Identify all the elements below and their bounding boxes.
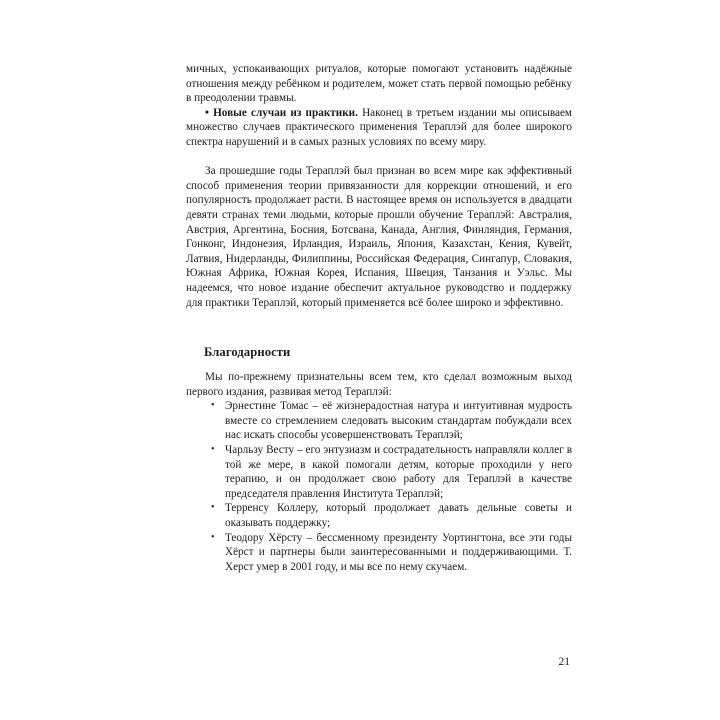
list-item-text: Эрнестине Томас – её жизнерадостная натура и интуитивная мудрость вместе со стремлением следовать высоким стандартам побуждали всех нас искать способы усовершенствовать Тераплэй; xyxy=(225,400,572,442)
acknowledgements-list xyxy=(186,399,572,574)
paragraph-continuation: мичных, успокаивающих ритуалов, которые помогают установить надёжные отношения между ребёнком и родителем, может стать первой помощью ребёнку в преодолении травмы. xyxy=(186,63,572,105)
heading-spacer-after xyxy=(186,360,572,370)
bullet-paragraph-new-cases xyxy=(186,106,572,150)
bullet-rest-text: Наконец в третьем издании мы описываем множество случаев практического применения Тераплэй для более широкого спектра нарушений и в самых разных условиях по всему миру. xyxy=(186,106,572,148)
list-item xyxy=(205,443,572,501)
section-heading-acknowledgements: Благодарности xyxy=(204,345,291,360)
bullet-marker-icon: • xyxy=(211,400,215,412)
bullet-marker-icon: • xyxy=(211,531,215,543)
list-item-text: Терренсу Коллеру, который продолжает давать дельные советы и оказывать поддержку; xyxy=(225,502,572,530)
page-text-block xyxy=(186,62,572,574)
paragraph-worldwide-recognition: За прошедшие годы Тераплэй был признан во всем мире как эффективный способ применения теории привязанности для коррекции отношений, и его популярность продолжает расти. В настоящее время он используется в двадцати девяти странах теми людьми, которые прошли обучение Тераплэй: Австралия, Австрия, Аргентина, Босния, Ботсвана, Канада, Англия, Финляндия, Германия, Гонконг, Индонезия, Ирландия, Израиль, Япония, Казахстан, Кения, Кувейт, Латвия, Нидерланды, Филиппины, Российская Федерация, Сингапур, Словакия, Южная Африка, Южная Корея, Испания, Швеция, Танзания и Уэльс. Мы надеемся, что новое издание обеспечит актуальное руководство и поддержку для практики Тераплэй, который применяется всё более широко и эффективно. xyxy=(186,165,572,309)
list-item xyxy=(205,399,572,443)
paragraph-spacer xyxy=(186,150,572,165)
bullet-marker-icon: • xyxy=(211,444,215,456)
list-item-text: Чарльзу Весту – его энтузиазм и сострадательность направляли коллег в той же мере, в какой помогали детям, которые проходили у него терапию, и он продолжает свою работу для Тераплэй в качестве председателя правления Института Тераплэй; xyxy=(225,444,572,500)
bullet-marker-icon: • xyxy=(205,106,209,119)
list-item xyxy=(205,531,572,575)
page-number: 21 xyxy=(558,656,570,668)
heading-spacer-before xyxy=(186,310,572,344)
acknowledgements-intro-paragraph: Мы по-прежнему признательны всем тем, кто сделал возможным выход первого издания, развивая метод Тераплэй: xyxy=(186,371,572,398)
list-item xyxy=(205,501,572,530)
bullet-bold-lead: Новые случаи из практики. xyxy=(213,106,358,119)
list-item-text: Теодору Хёрсту – бессменному президенту Уортингтона, все эти годы Хёрст и партнеры были заинтересованными и поддерживающими. Т. Херст умер в 2001 году, и мы все по нему скучаем. xyxy=(225,531,572,573)
bullet-marker-icon: • xyxy=(211,502,215,514)
